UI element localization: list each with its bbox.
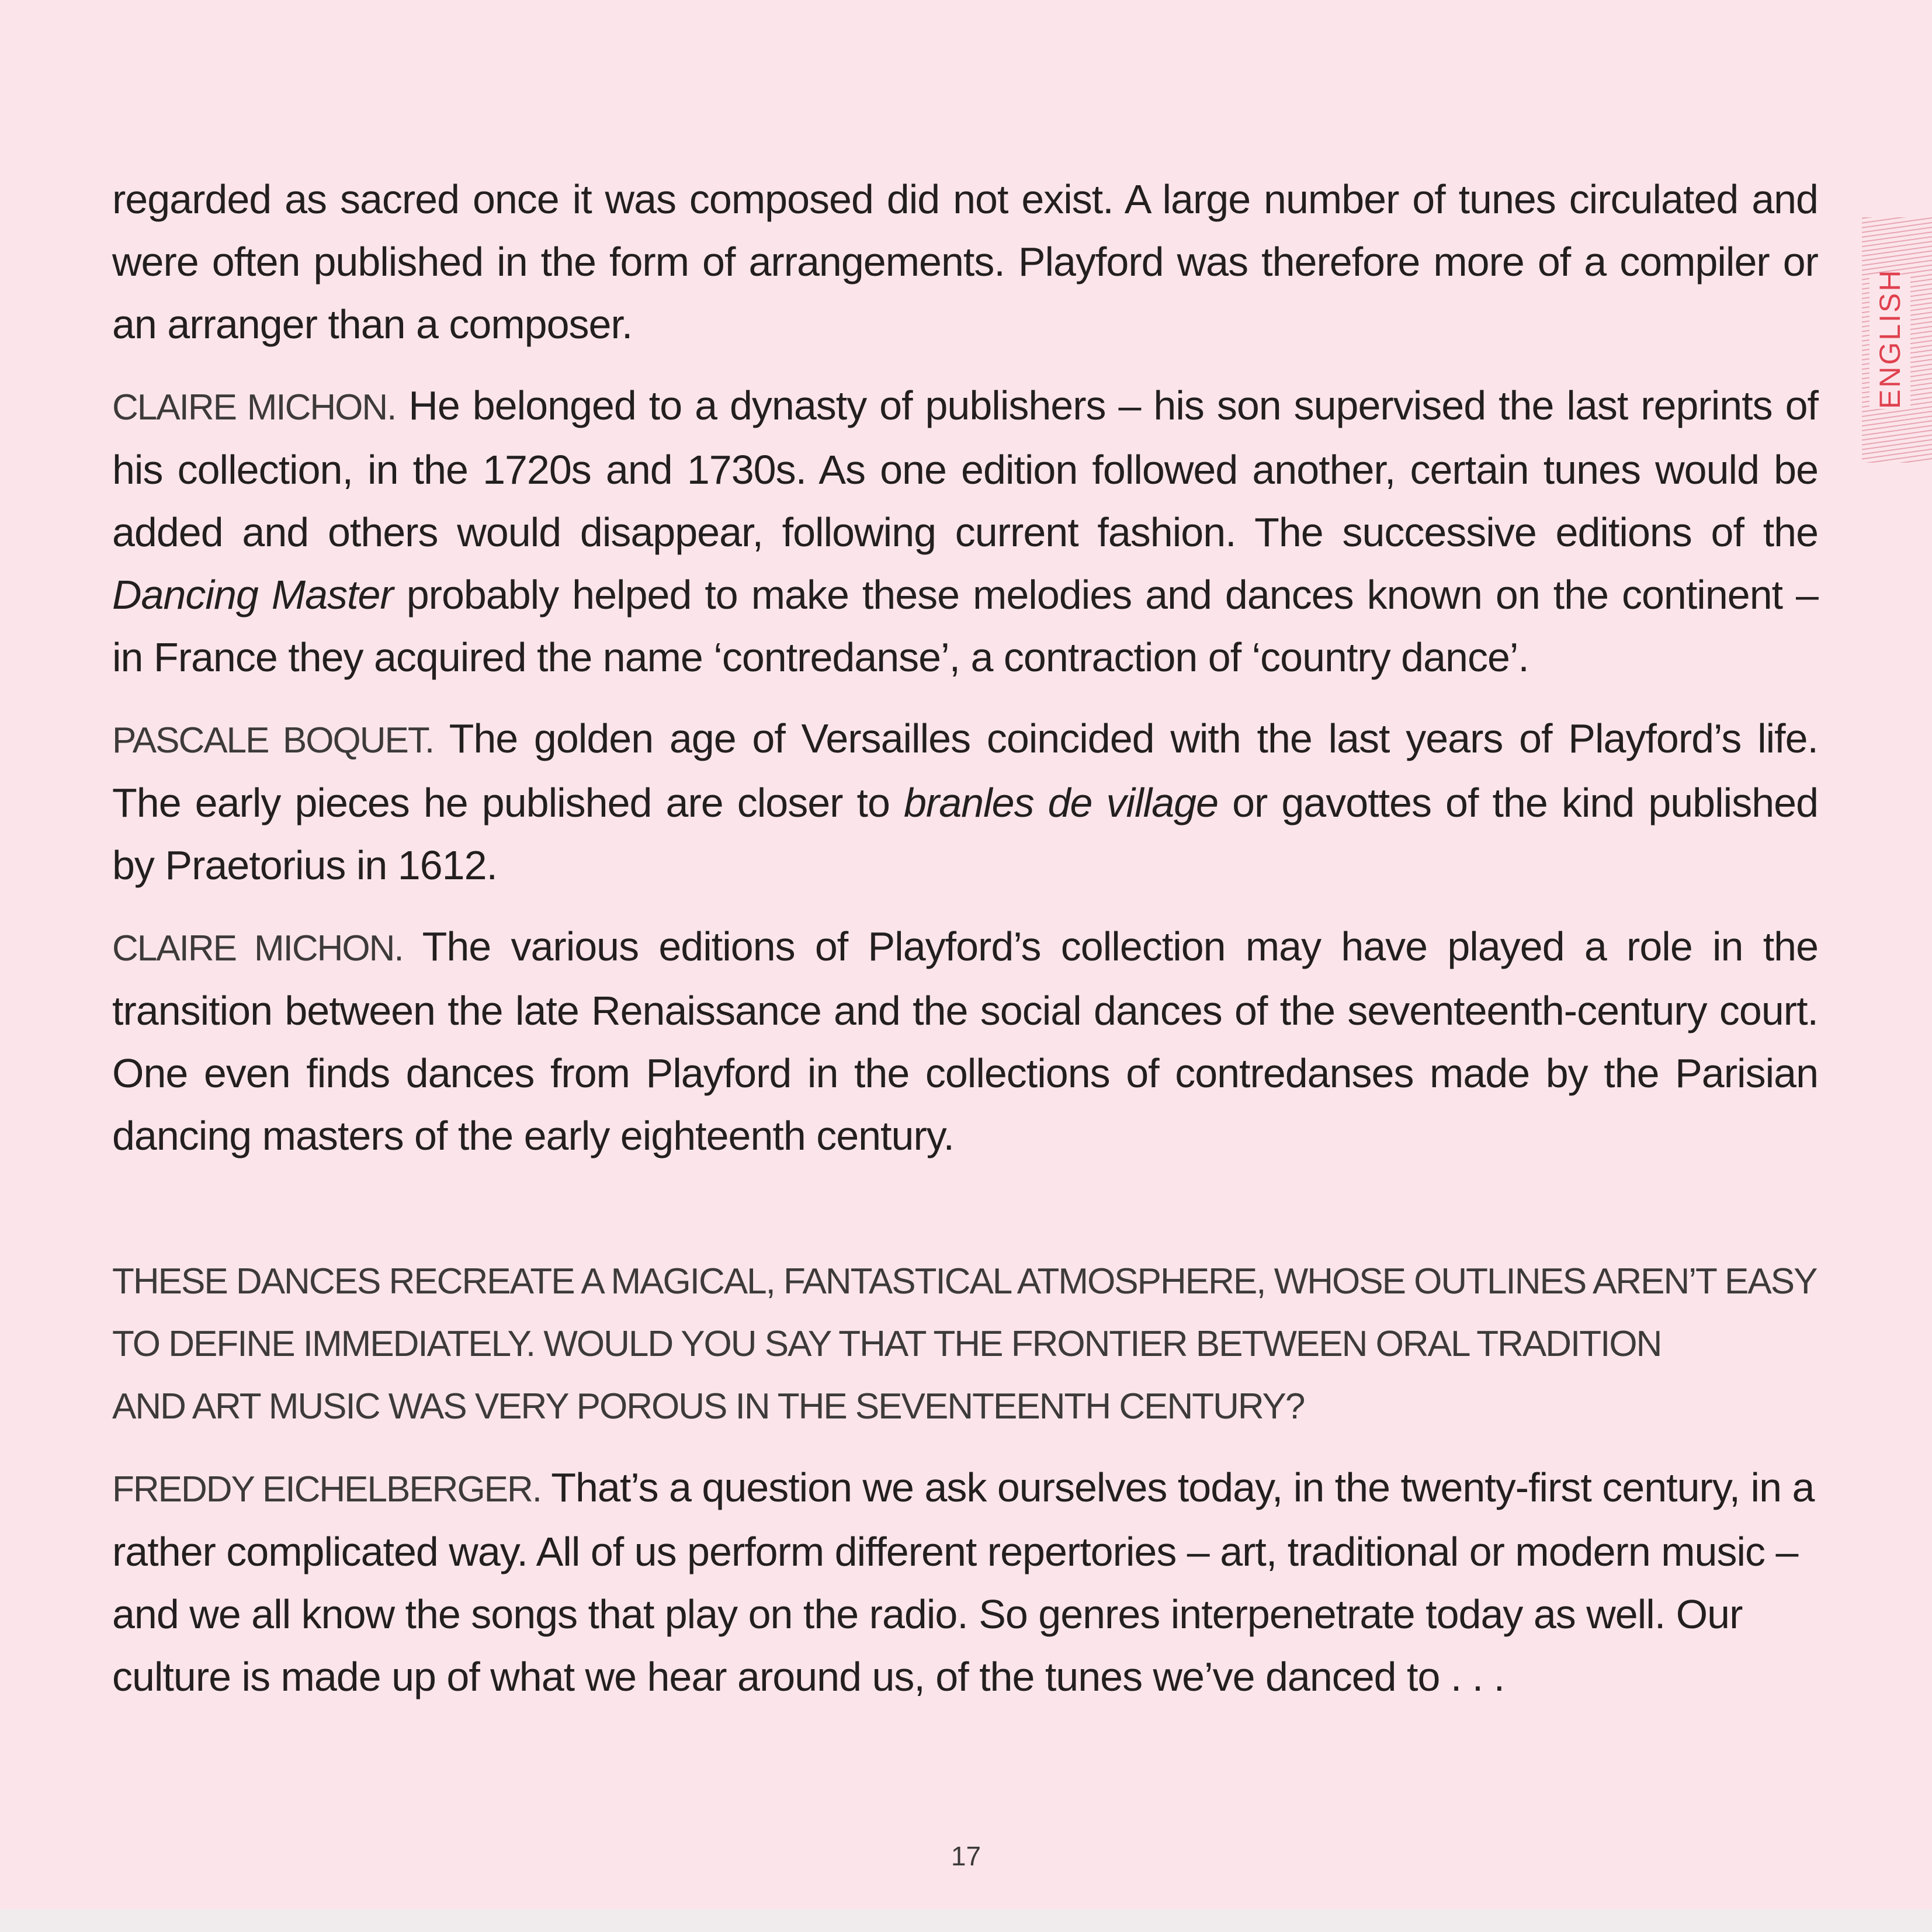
paragraph-text: regarded as sacred once it was composed did not exist. A large number of tunes circulated and were often published in the form of arrangements. Playford was therefore more of a compiler or an arranger than a composer.	[112, 176, 1818, 347]
paragraph-pascale-boquet	[112, 707, 1818, 897]
paragraph-text: He belonged to a dynasty of publishers – his son supervised the last reprints of his collection, in the 1720s and 1730s. As one edition followed another, certain tunes would be added and others would disappear, following current fashion. The successive editions of the	[112, 383, 1818, 555]
page-number: 17	[951, 1841, 981, 1871]
body-text	[112, 168, 1818, 1727]
speaker-name: FREDDY EICHELBERGER.	[112, 1469, 542, 1510]
paragraph-text: probably helped to make these melodies and dances known on the continent – in France they acquired the name ‘contredanse’, a contraction of ‘country dance’.	[112, 572, 1818, 680]
paragraph-claire-michon-1	[112, 374, 1818, 689]
paragraph-text: That’s a question we ask ourselves today, in the twenty-first century, in a rather complicated way. All of us perform different repertories – art, traditional or modern music – and we all know the songs that play on the radio. So genres interpenetrate today as well. Our culture is made up of what we hear around us, of the tunes we’ve danced to . . .	[112, 1465, 1815, 1699]
italic-term: branles de village	[903, 780, 1218, 825]
paragraph-continuation	[112, 168, 1818, 356]
italic-title: Dancing Master	[112, 572, 393, 618]
speaker-name: CLAIRE MICHON.	[112, 928, 403, 969]
question-line: THESE DANCES RECREATE A MAGICAL, FANTASTICAL ATMOSPHERE, WHOSE OUTLINES AREN’T EASY	[112, 1261, 1817, 1302]
paragraph-claire-michon-2	[112, 915, 1818, 1167]
speaker-name: PASCALE BOQUET.	[112, 720, 434, 761]
question-line: AND ART MUSIC WAS VERY POROUS IN THE SEVENTEENTH CENTURY?	[112, 1386, 1305, 1427]
paragraph-freddy-eichelberger	[112, 1456, 1818, 1708]
paragraph-text: The golden age of Versailles coincided with the last years of Playford’s life. The early pieces he published are closer to	[112, 716, 1819, 825]
paragraph-text: The various editions of Playford’s collection may have played a role in the transition between the late Renaissance and the social dances of the seventeenth-century court. One even finds dances from Playford in the collections of contredanses made by the Parisian dancing masters of the early eighteenth century.	[112, 924, 1819, 1158]
question-line: TO DEFINE IMMEDIATELY. WOULD YOU SAY THAT THE FRONTIER BETWEEN ORAL TRADITION	[112, 1324, 1662, 1364]
paragraph-text: or gavottes of the kind published by Praetorius in 1612.	[112, 780, 1818, 888]
interview-question	[112, 1250, 1818, 1438]
section-spacer	[112, 1186, 1818, 1250]
language-tab-label: ENGLISH	[1869, 275, 1910, 409]
speaker-name: CLAIRE MICHON.	[112, 387, 396, 428]
